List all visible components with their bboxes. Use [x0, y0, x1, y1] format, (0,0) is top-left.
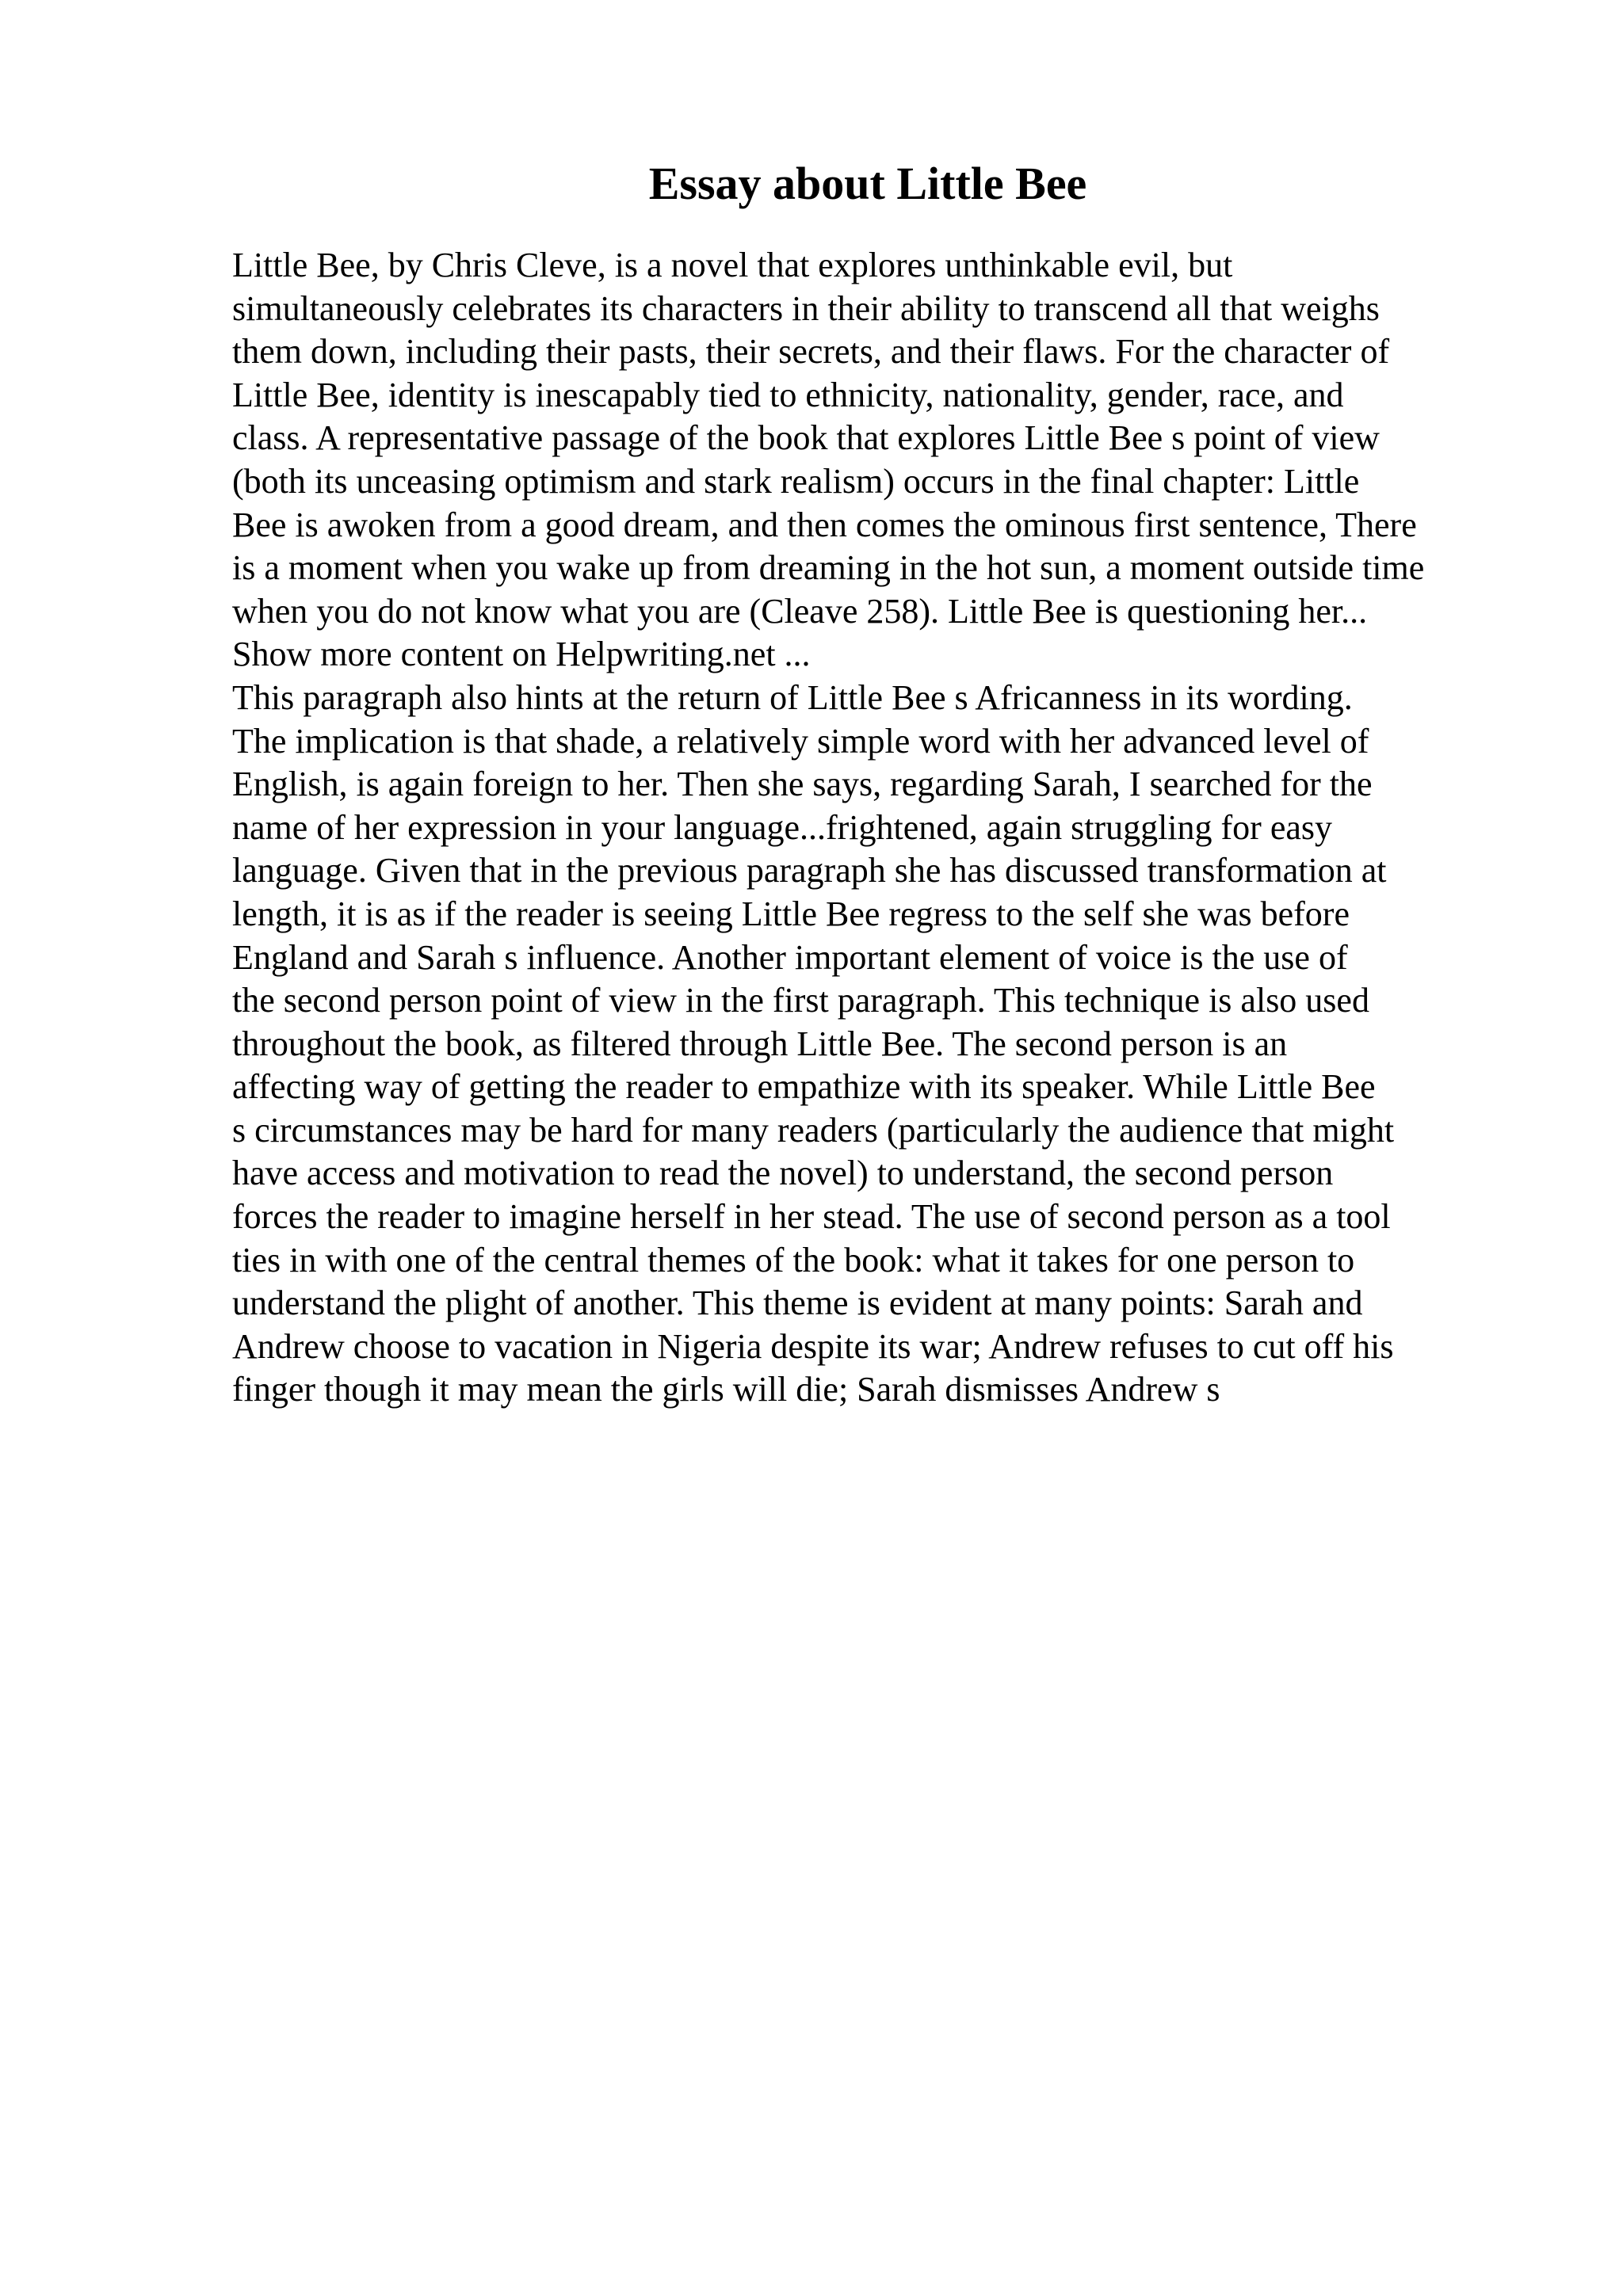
text-line: English, is again foreign to her. Then she says, regarding Sarah, I searched for the: [232, 765, 1373, 804]
text-line: This paragraph also hints at the return of Little Bee s Africanness in its wording.: [232, 677, 1353, 717]
text-line: forces the reader to imagine herself in her stead. The use of second person as a tool: [232, 1197, 1391, 1237]
text-line: class. A representative passage of the book that explores Little Bee s point of view: [232, 418, 1380, 458]
document-body: [232, 244, 1623, 1412]
text-line: throughout the book, as filtered through Little Bee. The second person is an: [232, 1024, 1288, 1063]
text-line: affecting way of getting the reader to empathize with its speaker. While Little Bee: [232, 1067, 1376, 1107]
text-line: Bee is awoken from a good dream, and then comes the ominous first sentence, There: [232, 505, 1417, 544]
text-line: England and Sarah s influence. Another important element of voice is the use of: [232, 937, 1348, 977]
show-more-text: Show more content on Helpwriting.net ...: [232, 635, 811, 674]
text-line: Little Bee, identity is inescapably tied to ethnicity, nationality, gender, race, and: [232, 375, 1344, 414]
text-line: name of her expression in your language...frightened, again struggling for easy: [232, 807, 1333, 847]
document-title: Essay about Little Bee: [648, 158, 1087, 209]
text-line: is a moment when you wake up from dreaming in the hot sun, a moment outside time: [232, 548, 1425, 588]
text-line: understand the plight of another. This theme is evident at many points: Sarah and: [232, 1283, 1363, 1323]
text-line: length, it is as if the reader is seeing Little Bee regress to the self she was before: [232, 894, 1350, 933]
text-line: Andrew choose to vacation in Nigeria despite its war; Andrew refuses to cut off his: [232, 1326, 1394, 1366]
text-line: the second person point of view in the first paragraph. This technique is also used: [232, 981, 1369, 1020]
text-line: ties in with one of the central themes of the book: what it takes for one person to: [232, 1240, 1355, 1280]
text-line: when you do not know what you are (Cleave 258). Little Bee is questioning her...: [232, 591, 1368, 631]
text-line: finger though it may mean the girls will die; Sarah dismisses Andrew s: [232, 1370, 1220, 1409]
text-line: simultaneously celebrates its characters in their ability to transcend all that weighs: [232, 288, 1380, 328]
text-line: (both its unceasing optimism and stark realism) occurs in the final chapter: Little: [232, 461, 1360, 501]
text-line: them down, including their pasts, their secrets, and their flaws. For the character of: [232, 332, 1390, 372]
text-line: Little Bee, by Chris Cleve, is a novel that explores unthinkable evil, but: [232, 246, 1233, 284]
text-line: have access and motivation to read the novel) to understand, the second person: [232, 1154, 1334, 1193]
text-line: language. Given that in the previous paragraph she has discussed transformation at: [232, 851, 1387, 891]
text-line: The implication is that shade, a relatively simple word with her advanced level of: [232, 721, 1369, 761]
text-line: s circumstances may be hard for many readers (particularly the audience that might: [232, 1110, 1395, 1150]
